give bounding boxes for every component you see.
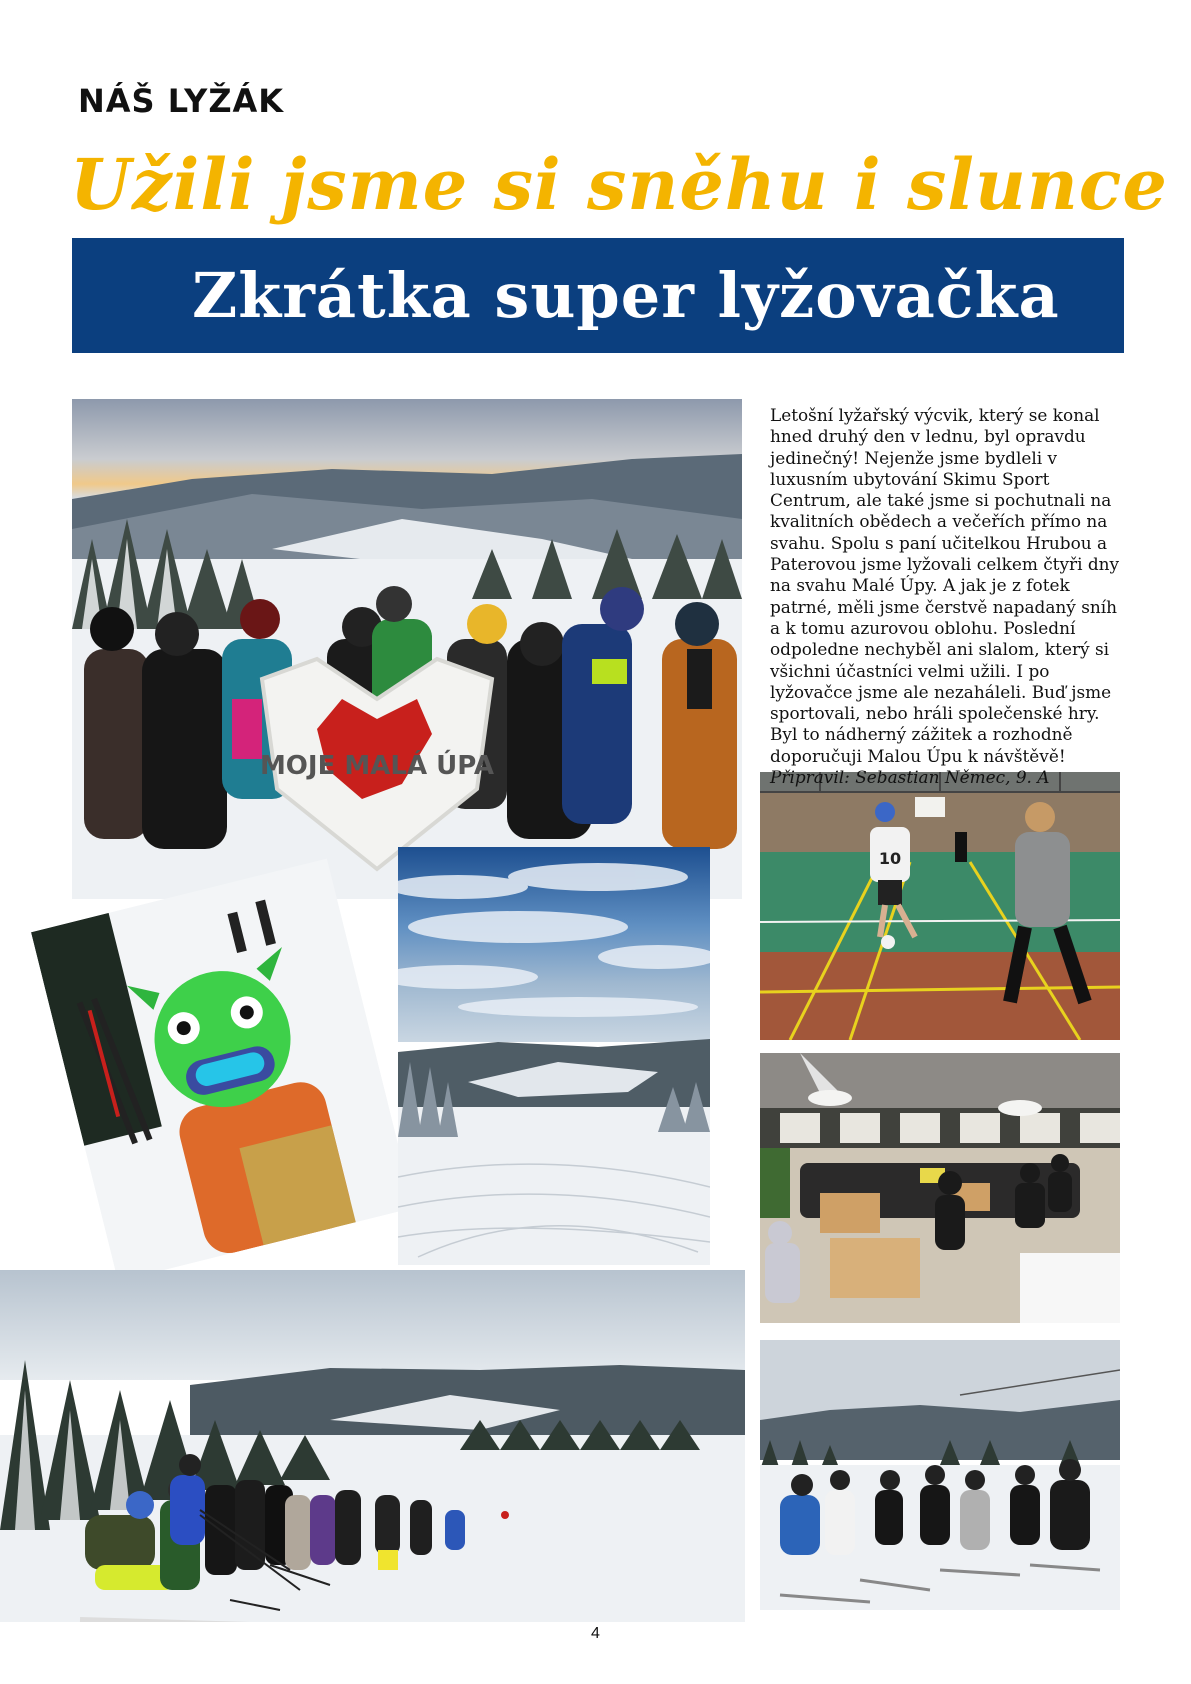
page-number: 4 — [591, 1625, 600, 1642]
photo-ski-group-small — [760, 1340, 1120, 1610]
page-title: Užili jsme si sněhu i slunce — [70, 143, 1168, 226]
photo-group-heart-sign — [72, 399, 742, 899]
photo-mascot-skier — [31, 858, 414, 1281]
section-label: NÁŠ LYŽÁK — [78, 82, 285, 120]
photo-gym-football — [760, 772, 1120, 1040]
photo-ski-group-slope — [0, 1270, 745, 1622]
article-author: Připravil: Sebastian Němec, 9. A — [770, 767, 1050, 788]
jersey-number: 10 — [878, 849, 902, 868]
subtitle-text: Zkrátka super lyžovačka — [192, 259, 1060, 332]
article-text — [770, 405, 1120, 788]
subtitle-banner — [72, 238, 1124, 353]
article-body: Letošní lyžařský výcvik, který se konal hned druhý den v lednu, byl opravdu jedinečný! Nejenže jsme bydleli v luxusním ubytování Skimu Sport Centrum, ale také jsme si pochutnali na kvalitních obědech a večeřích přímo na svahu. Spolu s paní učitelkou Hrubou a Paterovou jsme lyžovali celkem čtyři dny na svahu Malé Úpy. A jak je z fotek patrné, měli jsme čerstvě napadaný sníh a k tomu azurovou oblohu. Poslední odpoledne nechyběl ani slalom, který si všichni účastníci velmi užili. I po lyžovačce jsme ale nezaháleli. Buď jsme sportovali, nebo hráli společenské hry. Byl to nádherný zážitek a rozhodně doporučuji Malou Úpu k návštěvě! — [770, 405, 1120, 766]
heart-sign-text: MOJE MALÁ ÚPA — [259, 751, 495, 781]
photo-sky-slope — [398, 847, 710, 1265]
photo-lounge-games — [760, 1053, 1120, 1323]
